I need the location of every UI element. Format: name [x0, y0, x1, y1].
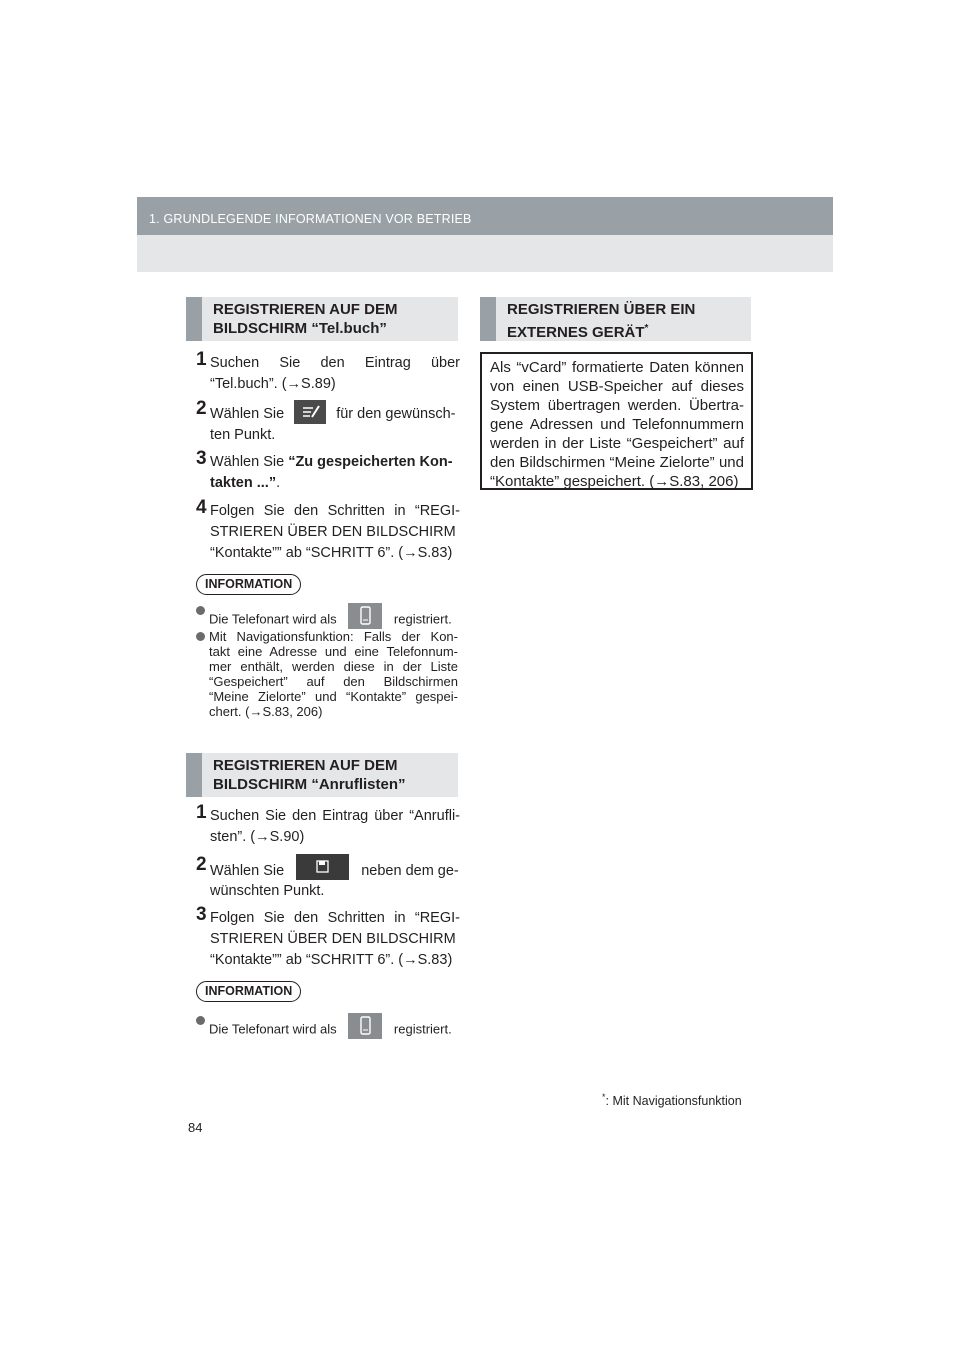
chapter-header-subbar: [137, 235, 833, 272]
step-text-line2: ten Punkt.: [210, 427, 276, 443]
step-1: 1 Suchen Sie den Eintrag über “Anrufli- sten”. (→S.90): [196, 802, 460, 845]
step-text: Wählen Sie: [210, 862, 285, 879]
step-2: [196, 398, 460, 446]
info-text: Die Telefonart wird als: [209, 1021, 337, 1037]
footnote-text: : Mit Navigationsfunktion: [605, 1094, 742, 1109]
information-badge: INFORMATION: [196, 981, 301, 1002]
step-text: Wählen Sie: [210, 405, 285, 422]
step-number: 3: [196, 904, 207, 925]
step-text: Wählen Sie: [210, 454, 289, 470]
step-3: 3 Folgen Sie den Schritten in “REGI- STRIEREN ÜBER DEN BILDSCHIRM “Kontakte”” ab “SCHRITT 6”. (→S.83): [196, 904, 460, 968]
footnote-mark: *: [644, 323, 649, 334]
information-badge: INFORMATION: [196, 574, 301, 595]
info-item: [196, 1012, 458, 1038]
step-text-line2: “Tel.buch”. (→S.89): [210, 376, 336, 392]
footnote-mark: *: [602, 1092, 606, 1102]
step-1: [196, 349, 460, 397]
info-text: registriert.: [393, 1021, 452, 1037]
bullet-icon: [196, 1016, 205, 1025]
step-number: 2: [196, 398, 207, 419]
step-text-line1: Suchen Sie den Eintrag über: [210, 355, 460, 371]
edit-list-icon: [294, 400, 326, 424]
section-heading-externes-geraet: [480, 297, 751, 341]
section-title-line2: EXTERNES GERÄT: [507, 324, 645, 341]
page-number: 84: [188, 1120, 203, 1135]
step-3: 3 Wählen Sie “Zu gespeicherten Kon- takten ...”.: [196, 448, 453, 491]
step-number: 1: [196, 802, 207, 823]
step-text-line3: “Kontakte”” ab “SCHRITT 6”. (→S.83): [210, 545, 453, 561]
info-text: Die Telefonart wird als: [209, 611, 337, 627]
section-title-line1: REGISTRIEREN ÜBER EIN: [507, 301, 696, 318]
section-title-line1: REGISTRIEREN AUF DEM: [213, 757, 398, 774]
step-text-line2: STRIEREN ÜBER DEN BILDSCHIRM: [210, 524, 456, 540]
mobile-phone-icon: [348, 603, 382, 629]
mobile-phone-icon: [348, 1013, 382, 1039]
section-title-line2: BILDSCHIRM “Anruflisten”: [213, 776, 406, 793]
bullet-icon: [196, 606, 205, 615]
step-option-label: “Zu gespeicherten Kon-: [288, 454, 453, 470]
step-number: 3: [196, 448, 207, 469]
footnote: [602, 1092, 742, 1108]
bullet-icon: [196, 632, 205, 641]
step-text: für den gewünsch-: [336, 405, 456, 422]
info-item: Mit Navigationsfunktion: Falls der Kon- takt eine Adresse und eine Telefonnum- mer enthält, werden diese in der Liste “Gespeichert” auf den Bildschirmen “Meine Zielorte” und “Kontakte” gespei- chert. (→S.83, 206): [196, 629, 458, 725]
section-title-line2: BILDSCHIRM “Tel.buch”: [213, 320, 387, 337]
step-number: 2: [196, 854, 207, 875]
info-box-vcard: Als “vCard” formatierte Daten können von einen USB-Speicher auf dieses System übertragen werden. Übertra- gene Adressen und Telefonnummern werden in der Liste “Gespeichert” auf den Bildschirmen “Meine Zielorte” und “Kontakte” gespeichert. (→S.83, 206): [480, 352, 753, 490]
step-option-label: takten ...”: [210, 475, 277, 491]
step-2: 2 Wählen Sie neben dem ge- wünschten Punkt.: [196, 854, 459, 899]
step-number: 1: [196, 349, 207, 370]
chapter-title: 1. GRUNDLEGENDE INFORMATIONEN VOR BETRIEB: [149, 212, 472, 226]
section-heading-telbuch: [186, 297, 458, 341]
info-item: [196, 602, 458, 628]
section-title-line1: REGISTRIEREN AUF DEM: [213, 301, 398, 318]
section-heading-anruflisten: [186, 753, 458, 797]
save-icon: [296, 854, 349, 880]
chapter-header-bar: [137, 197, 833, 235]
info-text: registriert.: [393, 611, 452, 627]
step-text-line1: Folgen Sie den Schritten in “REGI-: [210, 503, 460, 519]
step-4: [196, 497, 460, 567]
step-number: 4: [196, 497, 207, 518]
step-text: neben dem ge-: [361, 862, 459, 879]
